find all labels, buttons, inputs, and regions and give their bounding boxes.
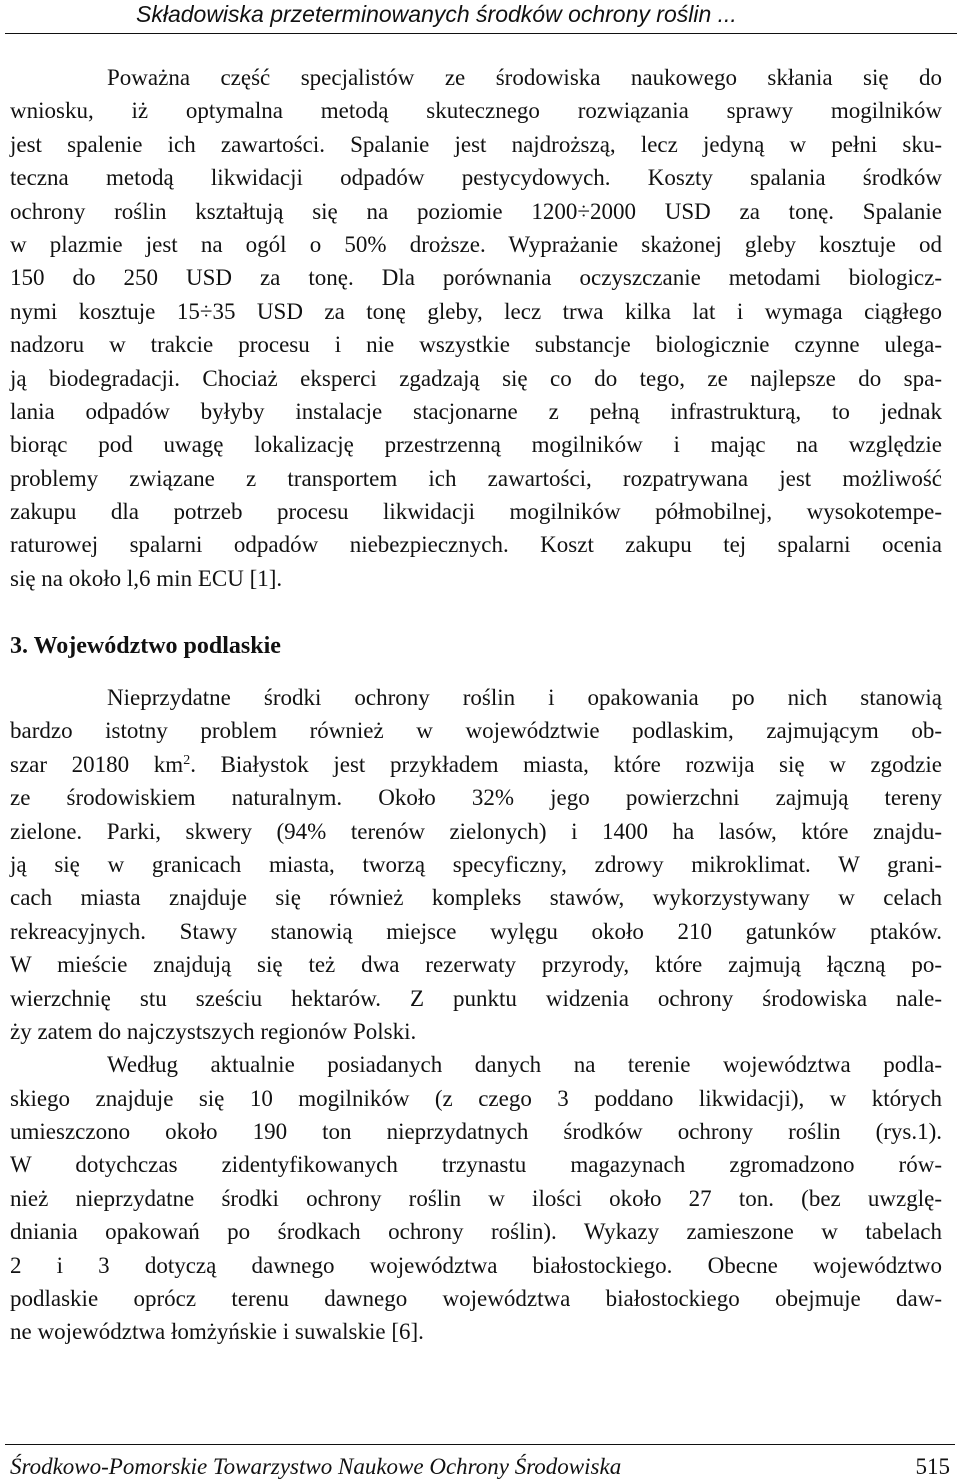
text-line: ochrony roślin kształtują się na poziomie 1200÷2000 USD za tonę. Spalanie (10, 198, 942, 224)
text-line: zakupu dla potrzeb procesu likwidacji mogilników półmobilnej, wysokotempe- (10, 499, 942, 525)
text-line: podlaskie oprócz terenu dawnego województwa białostockiego obejmuje daw- (10, 1286, 942, 1312)
paragraph-1 (10, 61, 942, 595)
text-line: w plazmie jest na ogól o 50% droższe. Wyprażanie skażonej gleby kosztuje od (10, 231, 942, 257)
text-line: raturowej spalarni odpadów niebezpiecznych. Koszt zakupu tej spalarni ocenia (10, 532, 942, 558)
paragraph-2-and-3 (10, 681, 942, 1349)
text-line: skiego znajduje się 10 mogilników (z czego 3 poddano likwidacji), w których (10, 1085, 942, 1111)
text-line: ją się w granicach miasta, tworzą specyficzny, zdrowy mikroklimat. W grani- (10, 851, 942, 877)
running-title: Składowiska przeterminowanych środków ochrony roślin ... (136, 1, 737, 27)
text-line: jest spalenie ich zawartości. Spalanie jest najdroższą, lecz jedyną w pełni sku- (10, 131, 942, 157)
text-line: umieszczono około 190 ton nieprzydatnych środków ochrony roślin (rys.1). (10, 1119, 942, 1145)
header-rule (5, 33, 957, 34)
text-line: lania odpadów byłyby instalacje stacjonarne z pełną infrastrukturą, to jednak (10, 398, 942, 424)
text-line: wierzchnię stu sześciu hektarów. Z punktu widzenia ochrony środowiska nale- (10, 985, 942, 1011)
text-line: nymi kosztuje 15÷35 USD za tonę gleby, lecz trwa kilka lat i wymaga ciągłego (10, 298, 942, 324)
text-line: ze środowiskiem naturalnym. Około 32% jego powierzchni zajmują tereny (10, 785, 942, 811)
text-line: Według aktualnie posiadanych danych na terenie województwa podla- (107, 1052, 942, 1078)
text-line: wniosku, iż optymalna metodą skutecznego rozwiązania sprawy mogilników (10, 98, 942, 124)
footer-rule (5, 1444, 955, 1445)
text-line: biorąc pod uwagę lokalizację przestrzenną mogilników i mając na względzie (10, 432, 942, 458)
text-line: Nieprzydatne środki ochrony roślin i opakowania po nich stanowią (107, 685, 942, 710)
text-line: 150 do 250 USD za tonę. Dla porównania oczyszczanie metodami biologicz- (10, 265, 942, 291)
superscript: 2 (183, 752, 191, 768)
page-number: 515 (915, 1454, 950, 1479)
footer-society-name: Środkowo-Pomorskie Towarzystwo Naukowe Ochrony Środowiska (10, 1454, 622, 1479)
text-line: W dotychczas zidentyfikowanych trzynastu magazynach zgromadzono rów- (10, 1152, 942, 1178)
text-fragment: szar 20180 km (10, 751, 184, 777)
text-line-with-superscript (10, 748, 942, 781)
text-line: rekreacyjnych. Stawy stanowią miejsce wylęgu około 210 gatunków ptaków. (10, 918, 942, 944)
text-line: 2 i 3 dotyczą dawnego województwa białostockiego. Obecne województwo (10, 1252, 942, 1278)
text-line: dniania opakowań po środkach ochrony roślin). Wykazy zamieszone w tabelach (10, 1219, 942, 1245)
text-line: problemy związane z transportem ich zawartości, rozpatrywana jest możliwość (10, 465, 942, 491)
page-footer (0, 1440, 960, 1480)
text-line: zielone. Parki, skwery (94% terenów zielonych) i 1400 ha lasów, które znajdu- (10, 818, 942, 844)
text-line: Poważna część specjalistów ze środowiska naukowego skłania się do (107, 65, 942, 90)
text-line: ją biodegradacji. Chociaż eksperci zgadzają się co do tego, ze najlepsze do spa- (10, 365, 942, 391)
text-line: nież nieprzydatne środki ochrony roślin w ilości około 27 ton. (bez uwzglę- (10, 1185, 942, 1211)
text-line: teczna metodą likwidacji odpadów pestycydowych. Koszty spalania środków (10, 165, 942, 191)
text-fragment: . Białystok jest przykładem miasta, które rozwija się w zgodzie (190, 751, 942, 777)
section-heading: 3. Województwo podlaskie (10, 633, 281, 659)
text-line: ne województwa łomżyńskie i suwalskie [6]. (10, 1319, 424, 1345)
text-line: cach miasta znajduje się również kompleks stawów, wykorzystywany w celach (10, 885, 942, 911)
page-header (0, 0, 960, 34)
text-line: nadzoru w trakcie procesu i nie wszystkie substancje biologicznie czynne ulega- (10, 332, 942, 358)
text-line: się na około l,6 min ECU [1]. (10, 565, 283, 591)
text-line: ży zatem do najczystszych regionów Polski. (10, 1018, 417, 1044)
text-line: bardzo istotny problem również w województwie podlaskim, zajmującym ob- (10, 718, 942, 744)
text-line: W mieście znajdują się też dwa rezerwaty przyrody, które zajmują łączną po- (10, 952, 942, 978)
